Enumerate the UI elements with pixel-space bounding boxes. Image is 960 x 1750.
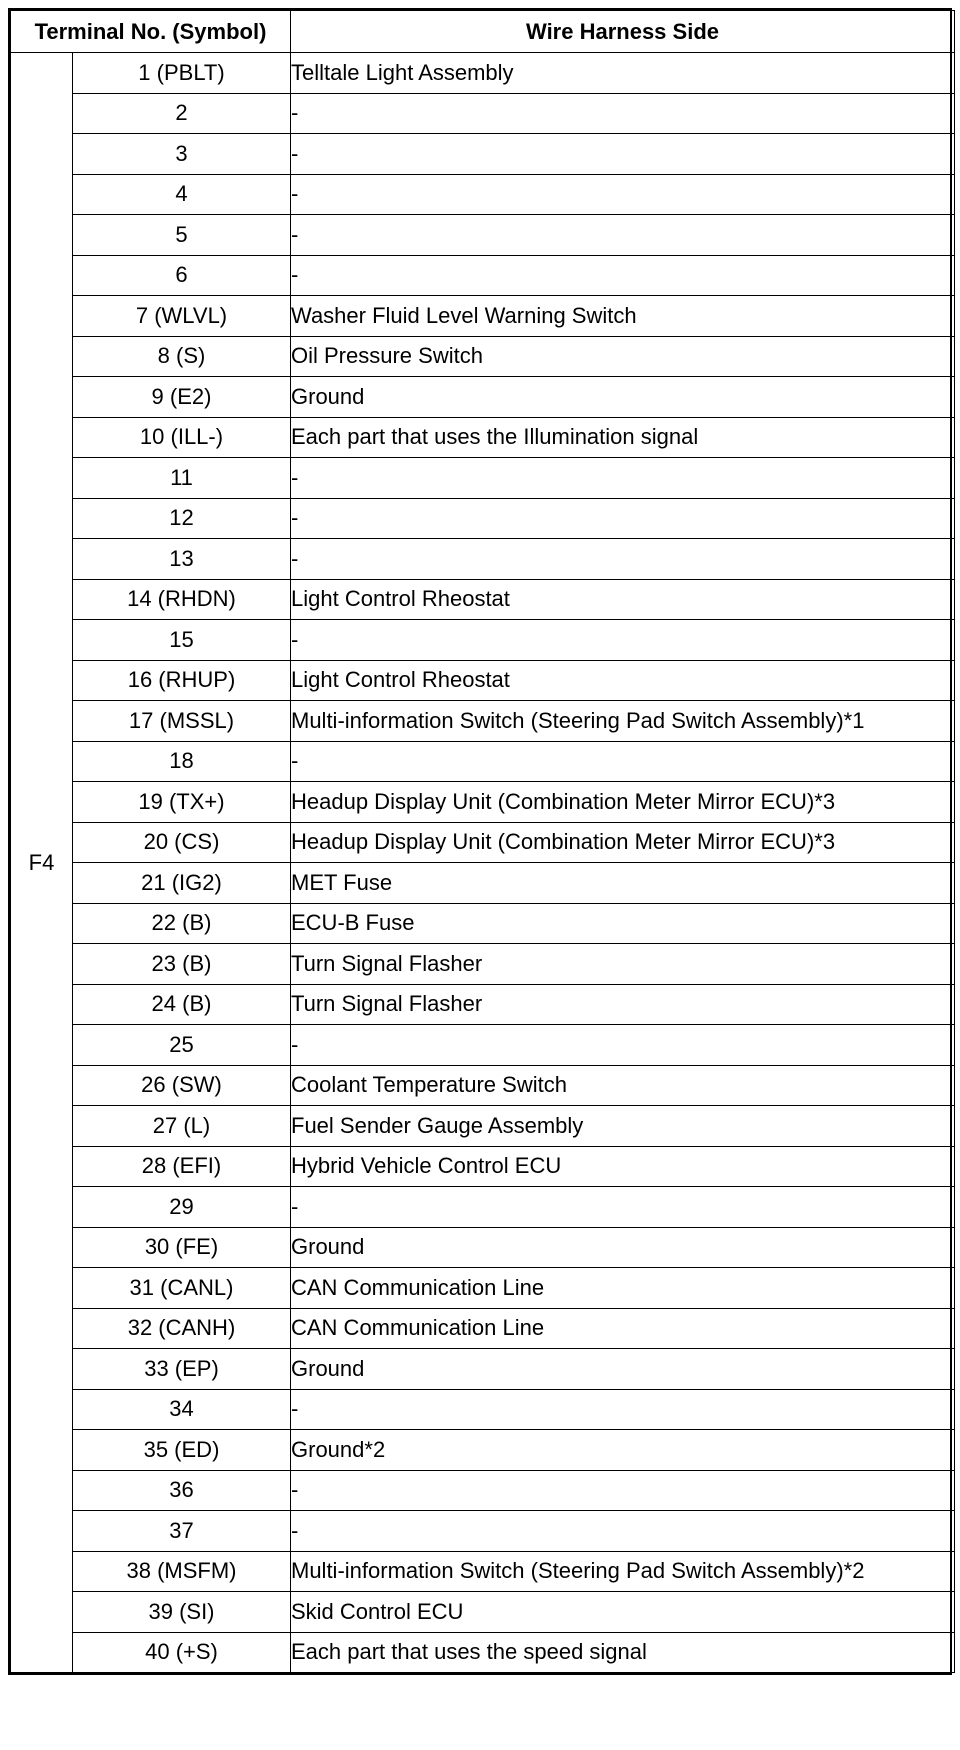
wire-harness-cell: Each part that uses the speed signal (291, 1632, 955, 1673)
table-row (11, 1187, 955, 1228)
table-row (11, 1146, 955, 1187)
table-row (11, 1632, 955, 1673)
terminal-cell: 3 (73, 134, 291, 175)
wire-harness-cell: - (291, 458, 955, 499)
terminal-cell: 12 (73, 498, 291, 539)
terminal-cell: 19 (TX+) (73, 782, 291, 823)
table-row (11, 134, 955, 175)
wire-harness-cell: Washer Fluid Level Warning Switch (291, 296, 955, 337)
terminal-cell: 11 (73, 458, 291, 499)
table-row (11, 944, 955, 985)
table-row (11, 1025, 955, 1066)
table-row (11, 458, 955, 499)
wire-harness-column-header: Wire Harness Side (291, 11, 955, 53)
wire-harness-cell: - (291, 1511, 955, 1552)
table-row (11, 1389, 955, 1430)
table-row (11, 1470, 955, 1511)
terminal-cell: 2 (73, 93, 291, 134)
terminal-cell: 13 (73, 539, 291, 580)
wire-harness-cell: Multi-information Switch (Steering Pad Switch Assembly)*1 (291, 701, 955, 742)
table-row (11, 903, 955, 944)
wire-harness-cell: - (291, 498, 955, 539)
wire-harness-cell: - (291, 1389, 955, 1430)
wire-harness-cell: Light Control Rheostat (291, 660, 955, 701)
table-row (11, 1430, 955, 1471)
table-row (11, 579, 955, 620)
terminal-cell: 17 (MSSL) (73, 701, 291, 742)
wire-harness-cell: - (291, 134, 955, 175)
terminal-cell: 5 (73, 215, 291, 256)
wire-harness-cell: Headup Display Unit (Combination Meter Mirror ECU)*3 (291, 822, 955, 863)
terminal-cell: 28 (EFI) (73, 1146, 291, 1187)
table-row (11, 782, 955, 823)
wire-harness-cell: - (291, 255, 955, 296)
terminal-cell: 34 (73, 1389, 291, 1430)
table-row (11, 336, 955, 377)
terminal-cell: 18 (73, 741, 291, 782)
wire-harness-cell: Ground (291, 1227, 955, 1268)
table-row (11, 701, 955, 742)
terminal-cell: 31 (CANL) (73, 1268, 291, 1309)
terminal-column-header: Terminal No. (Symbol) (11, 11, 291, 53)
terminal-cell: 24 (B) (73, 984, 291, 1025)
terminal-cell: 9 (E2) (73, 377, 291, 418)
table-row (11, 1511, 955, 1552)
wire-harness-cell: - (291, 1187, 955, 1228)
terminal-cell: 26 (SW) (73, 1065, 291, 1106)
table-row (11, 215, 955, 256)
wire-harness-cell: Turn Signal Flasher (291, 944, 955, 985)
table-row (11, 863, 955, 904)
wire-harness-cell: MET Fuse (291, 863, 955, 904)
wire-harness-cell: Coolant Temperature Switch (291, 1065, 955, 1106)
table-row (11, 1227, 955, 1268)
table-row (11, 660, 955, 701)
table-row (11, 296, 955, 337)
wire-harness-cell: - (291, 1025, 955, 1066)
wire-harness-cell: Hybrid Vehicle Control ECU (291, 1146, 955, 1187)
terminal-cell: 23 (B) (73, 944, 291, 985)
wire-harness-cell: Ground*2 (291, 1430, 955, 1471)
wire-harness-cell: Headup Display Unit (Combination Meter Mirror ECU)*3 (291, 782, 955, 823)
wire-harness-cell: Ground (291, 377, 955, 418)
terminal-cell: 33 (EP) (73, 1349, 291, 1390)
table-row (11, 1308, 955, 1349)
terminal-cell: 39 (SI) (73, 1592, 291, 1633)
terminal-cell: 25 (73, 1025, 291, 1066)
wire-harness-cell: ECU-B Fuse (291, 903, 955, 944)
wire-harness-cell: Skid Control ECU (291, 1592, 955, 1633)
wire-harness-cell: Light Control Rheostat (291, 579, 955, 620)
wire-harness-cell: Ground (291, 1349, 955, 1390)
terminal-cell: 21 (IG2) (73, 863, 291, 904)
table-header-row (11, 11, 955, 53)
terminal-cell: 14 (RHDN) (73, 579, 291, 620)
terminal-cell: 27 (L) (73, 1106, 291, 1147)
terminal-cell: 20 (CS) (73, 822, 291, 863)
pinout-table (10, 10, 955, 1673)
wire-harness-cell: - (291, 1470, 955, 1511)
wire-harness-cell: CAN Communication Line (291, 1268, 955, 1309)
table-row (11, 417, 955, 458)
wire-harness-cell: - (291, 215, 955, 256)
terminal-cell: 16 (RHUP) (73, 660, 291, 701)
wire-harness-cell: - (291, 620, 955, 661)
connector-cell: F4 (11, 53, 73, 1673)
wire-harness-cell: Fuel Sender Gauge Assembly (291, 1106, 955, 1147)
table-row (11, 174, 955, 215)
table-row (11, 984, 955, 1025)
terminal-cell: 4 (73, 174, 291, 215)
table-row (11, 1106, 955, 1147)
table-row (11, 822, 955, 863)
terminal-cell: 15 (73, 620, 291, 661)
table-row (11, 1551, 955, 1592)
table-row (11, 498, 955, 539)
terminal-cell: 35 (ED) (73, 1430, 291, 1471)
table-row (11, 255, 955, 296)
wire-harness-cell: CAN Communication Line (291, 1308, 955, 1349)
wire-harness-cell: Each part that uses the Illumination signal (291, 417, 955, 458)
terminal-cell: 38 (MSFM) (73, 1551, 291, 1592)
terminal-cell: 7 (WLVL) (73, 296, 291, 337)
table-row (11, 53, 955, 94)
terminal-cell: 36 (73, 1470, 291, 1511)
wire-harness-cell: - (291, 174, 955, 215)
table-row (11, 620, 955, 661)
table-row (11, 1592, 955, 1633)
pinout-table-container (8, 8, 952, 1675)
terminal-cell: 40 (+S) (73, 1632, 291, 1673)
table-body (11, 53, 955, 1673)
terminal-cell: 1 (PBLT) (73, 53, 291, 94)
terminal-cell: 8 (S) (73, 336, 291, 377)
table-row (11, 377, 955, 418)
wire-harness-cell: Multi-information Switch (Steering Pad Switch Assembly)*2 (291, 1551, 955, 1592)
table-row (11, 1065, 955, 1106)
terminal-cell: 32 (CANH) (73, 1308, 291, 1349)
wire-harness-cell: - (291, 741, 955, 782)
wire-harness-cell: - (291, 539, 955, 580)
table-row (11, 741, 955, 782)
terminal-cell: 22 (B) (73, 903, 291, 944)
terminal-cell: 37 (73, 1511, 291, 1552)
wire-harness-cell: Telltale Light Assembly (291, 53, 955, 94)
terminal-cell: 10 (ILL-) (73, 417, 291, 458)
wire-harness-cell: Turn Signal Flasher (291, 984, 955, 1025)
terminal-cell: 6 (73, 255, 291, 296)
wire-harness-cell: Oil Pressure Switch (291, 336, 955, 377)
table-row (11, 539, 955, 580)
wire-harness-cell: - (291, 93, 955, 134)
table-row (11, 1268, 955, 1309)
terminal-cell: 29 (73, 1187, 291, 1228)
table-row (11, 1349, 955, 1390)
table-row (11, 93, 955, 134)
terminal-cell: 30 (FE) (73, 1227, 291, 1268)
